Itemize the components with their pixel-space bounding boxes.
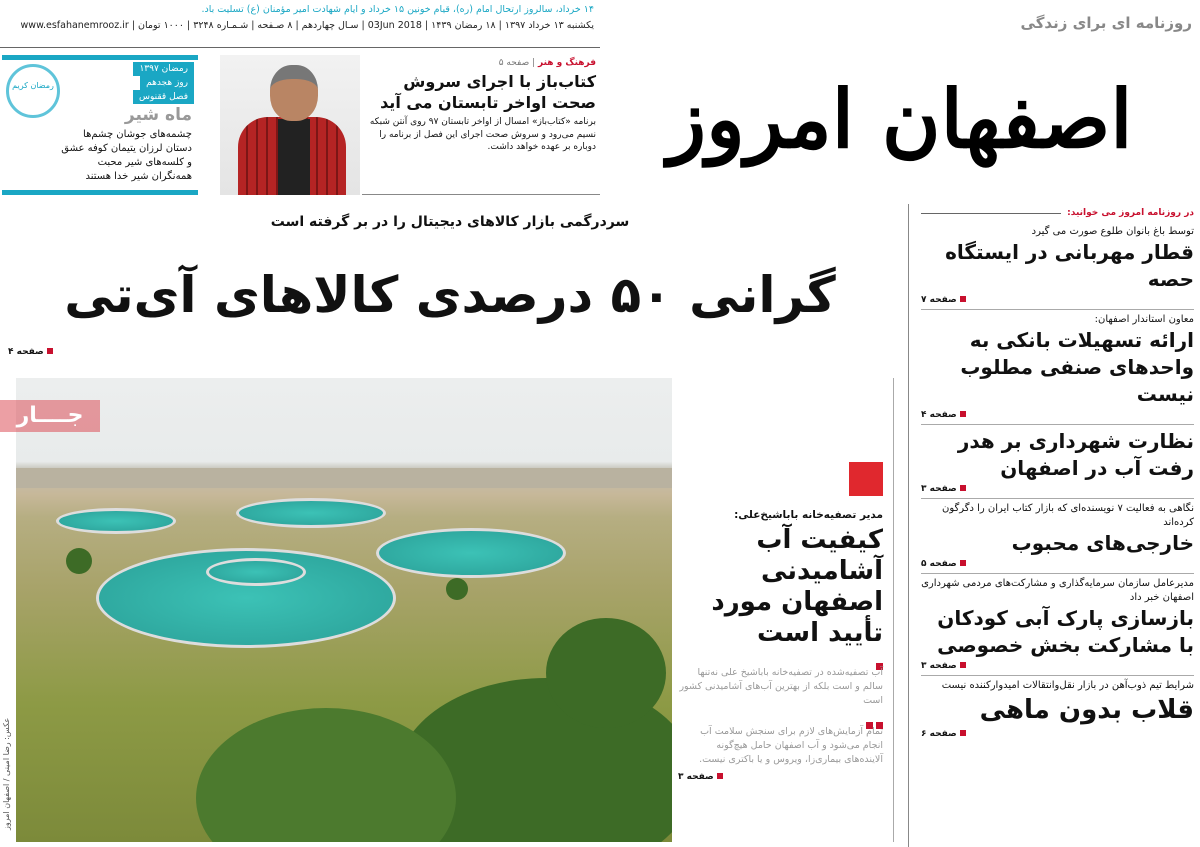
poem-line: چشمه‌های جوشان چشم‌ها: [83, 129, 192, 140]
item-headline: بازسازی پارک آبی کودکان با مشارکت بخش خصوصی: [937, 606, 1194, 657]
tree: [546, 618, 666, 728]
sidebar-item[interactable]: [921, 499, 1194, 574]
poem-line: و کلسه‌های شیر محبت: [97, 157, 192, 168]
water-treatment-photo: [16, 378, 672, 842]
page-number: صفحه ۳: [921, 661, 957, 671]
red-square-icon: [960, 411, 966, 417]
photo-credit: عکس: رضا امینی / اصفهان امروز: [2, 717, 11, 830]
article-section: فرهنگ و هنر | صفحه ۵: [498, 58, 596, 68]
announcement: ۱۴ خرداد، سالروز ارتحال امام (ره)، قیام خونین ۱۵ خرداد و ایام شهادت امیر مؤمنان (ع) تسلیت باد.: [201, 4, 594, 15]
sidebar-item[interactable]: [921, 574, 1194, 676]
figure-shirt: [278, 119, 310, 195]
red-square-icon: [960, 730, 966, 736]
red-square-icon: [47, 348, 53, 354]
section-name: فرهنگ و هنر: [538, 58, 596, 68]
poem-line: همه‌نگران شیر خدا هستند: [85, 171, 192, 182]
sidebar-label: در روزنامه امروز می خوانید:: [1067, 208, 1194, 218]
sidebar-item[interactable]: [921, 310, 1194, 425]
page-ref: [921, 558, 1194, 570]
tagline: روزنامه ای برای زندگی: [1020, 14, 1192, 32]
buildings: [16, 468, 672, 488]
page-number: صفحه ۳: [678, 772, 714, 782]
tree: [66, 548, 92, 574]
article-paragraph: تمام آزمایش‌های لازم برای سنجش سلامت آب انجام می‌شود و آب اصفهان حامل هیچ‌گونه آلاینده‌های بیماری‌زا، ویروس و یا باکتری نیست.: [699, 726, 883, 765]
figure-head: [270, 65, 318, 121]
lead-headline[interactable]: گرانی ۵۰ درصدی کالاهای آی‌تی: [64, 266, 836, 324]
lead-subheadline: سردرگمی بازار کالاهای دیجیتال را در بر گرفته است: [270, 214, 630, 230]
item-headline: ارائه تسهیلات بانکی به واحدهای صنفی مطلوب نیست: [960, 328, 1194, 406]
page-number: صفحه ۷: [921, 295, 957, 305]
divider: [921, 213, 1061, 214]
red-square-icon: [960, 662, 966, 668]
red-square-icon: [960, 560, 966, 566]
page-ref: [921, 660, 1194, 672]
page-ref: [678, 771, 883, 783]
page-ref: [921, 483, 1194, 495]
sidebar-item[interactable]: [921, 425, 1194, 499]
ramadan-chapter: فصل ققنوس: [133, 90, 194, 104]
bullet-row: [678, 655, 883, 662]
ramadan-emblem-icon: رمضان کریم: [6, 64, 60, 118]
page-ref: [921, 294, 1194, 306]
item-kicker: نگاهی به فعالیت ۷ نویسنده‌ای که بازار کتاب ایران را دگرگون کرده‌اند: [941, 503, 1194, 528]
water-article[interactable]: [672, 378, 894, 842]
portrait-photo: [220, 55, 360, 195]
ramadan-box: [2, 55, 198, 195]
ramadan-title: ماه شیر: [124, 105, 192, 125]
top-article[interactable]: [362, 55, 600, 195]
sidebar-contents: [908, 204, 1200, 847]
item-kicker: شرایط تیم ذوب‌آهن در بازار نقل‌وانتقالات امیدوارکننده نیست: [941, 680, 1194, 691]
page-number: صفحه ۳: [921, 484, 957, 494]
page-number: صفحه ۶: [921, 729, 957, 739]
item-kicker: معاون استاندار اصفهان:: [1094, 314, 1194, 325]
tree: [446, 578, 468, 600]
page-number: صفحه ۴: [8, 347, 44, 357]
item-headline: قطار مهربانی در ایستگاه حصه: [945, 240, 1194, 291]
red-square-icon: [960, 296, 966, 302]
ramadan-year: رمضان ۱۳۹۷: [133, 62, 194, 76]
photo-label: جــــار: [0, 400, 100, 432]
page-number: صفحه ۵: [921, 559, 957, 569]
ramadan-poem: [8, 128, 192, 184]
pool: [236, 498, 386, 528]
page-ref: [921, 409, 1194, 421]
sidebar-item[interactable]: [921, 222, 1194, 310]
pool: [376, 528, 566, 578]
dateline: یکشنبه ۱۳ خرداد ۱۳۹۷ | ۱۸ رمضان ۱۴۳۹ | 03Jun 2018 | سـال چهاردهم | ۸ صـفحه | شـمـاره ۳۲۴۸ | ۱۰۰۰ تومان | www.esfahanemrooz.ir: [20, 20, 594, 31]
item-headline: خارجی‌های محبوب: [1011, 531, 1194, 555]
sidebar-item[interactable]: [921, 676, 1194, 743]
item-kicker: مدیرعامل سازمان سرمایه‌گذاری و مشارکت‌های مردمی شهرداری اصفهان خبر داد: [921, 578, 1194, 603]
article-paragraph: آب تصفیه‌شده در تصفیه‌خانه باباشیخ علی نه‌تنها سالم و است بلکه از بهترین آب‌های آشامیدنی کشور است: [679, 667, 883, 706]
article-kicker: مدیر تصفیه‌خانه باباشیخ‌علی:: [734, 509, 883, 521]
ramadan-day: روز هجدهم: [140, 76, 194, 90]
pool: [56, 508, 176, 534]
article-body: برنامه «کتاب‌باز» امسال از اواخر تابستان ۹۷ روی آنتن شبکه نسیم می‌رود و سروش صحت اجرای این فصل از برنامه را دوباره بر عهده خواهد داشت.: [369, 117, 596, 152]
bullet-row: [678, 714, 883, 721]
article-title: کتاب‌باز با اجرای سروش صحت اواخر تابستان می آید: [380, 72, 596, 112]
page-number: صفحه ۴: [921, 410, 957, 420]
lead-page-ref: [8, 346, 53, 358]
top-strip: [0, 0, 600, 48]
red-square-icon: [717, 773, 723, 779]
newspaper-logo[interactable]: اصفهان امروز: [667, 72, 1133, 166]
sidebar-header: [921, 204, 1194, 222]
pool: [206, 558, 306, 586]
page-ref: [921, 728, 1194, 740]
item-headline: نظارت شهرداری بر هدر رفت آب در اصفهان: [957, 429, 1194, 480]
article-title: کیفیت آب آشامیدنی اصفهان مورد تأیید است: [711, 525, 883, 648]
item-kicker: توسط باغ بانوان طلوع صورت می گیرد: [1031, 226, 1194, 237]
red-square-icon: [849, 462, 883, 496]
poem-line: دستان لرزان یتیمان کوفه عشق: [61, 143, 192, 154]
item-headline: قلاب بدون ماهی: [979, 695, 1194, 725]
page-number: صفحه ۵: [498, 58, 530, 68]
red-square-icon: [960, 485, 966, 491]
